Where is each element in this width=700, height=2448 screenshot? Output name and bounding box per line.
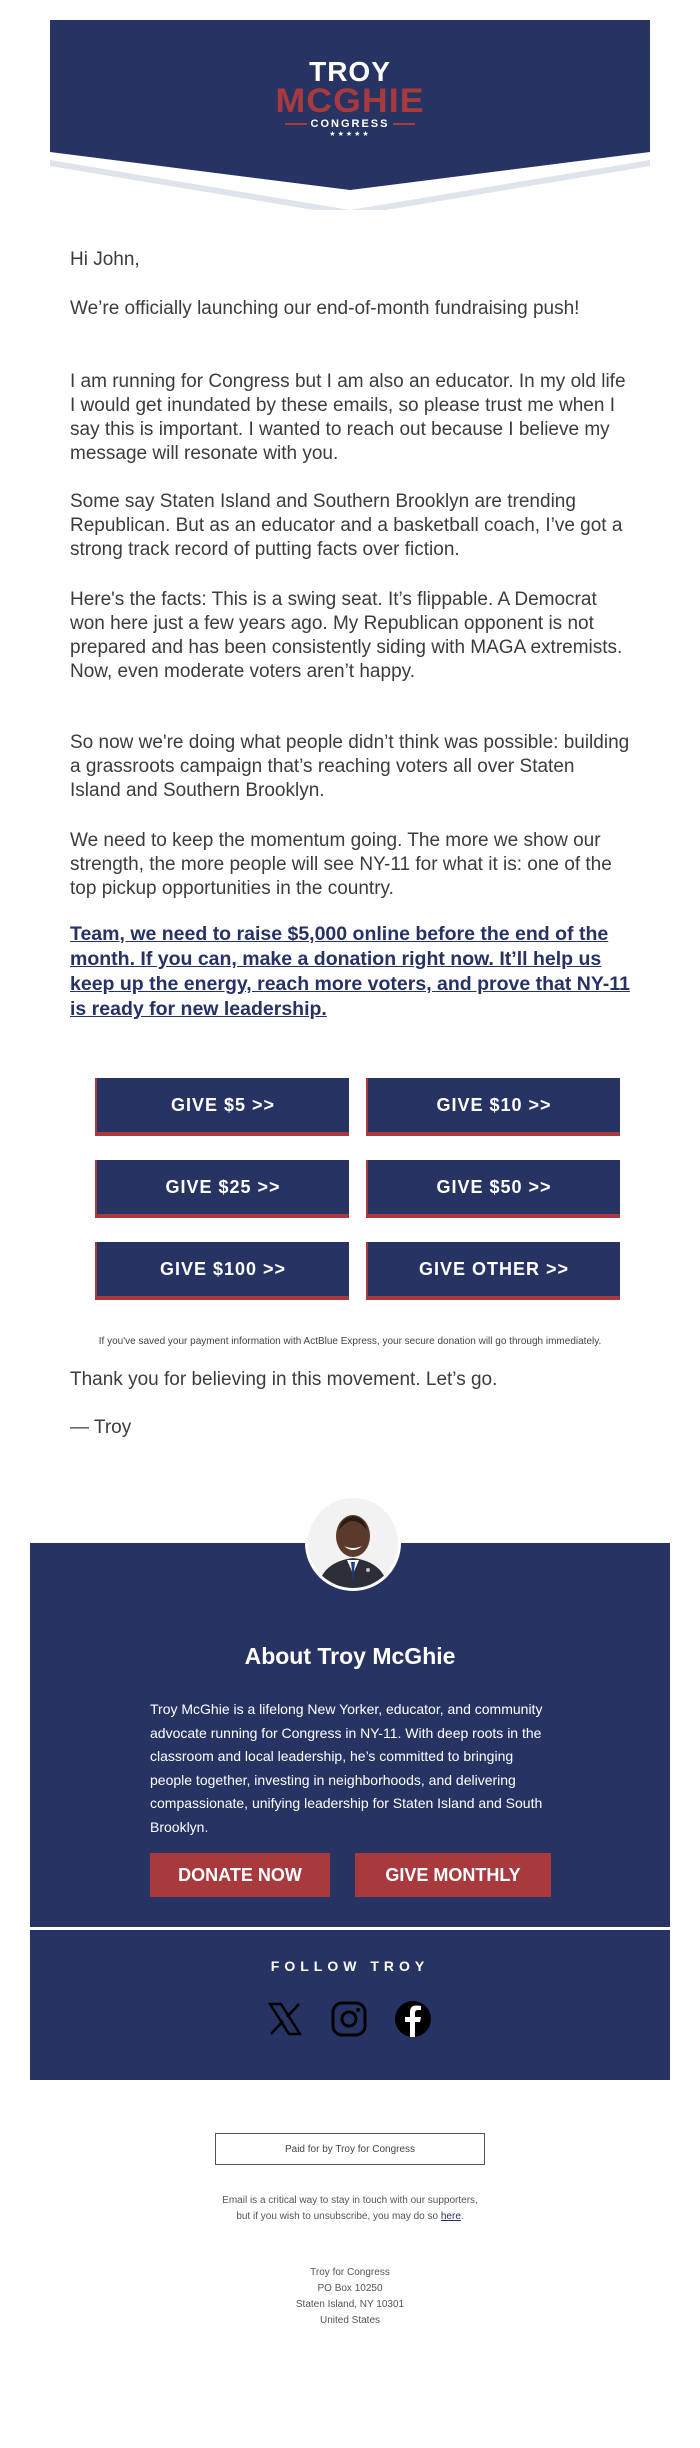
logo-divider [285, 123, 307, 125]
paragraph-1 [70, 297, 630, 321]
paragraph-2 [70, 370, 630, 466]
donation-appeal-link[interactable]: Team, we need to raise $5,000 online before the end of the month. If you can, make a donation right now. It’ll help us keep up the energy, reach more voters, and prove that NY-11 is ready for new leadership. [70, 923, 630, 1020]
paragraph-text: I am running for Congress but I am also an educator. In my old life I would get inundated by these emails, so please trust me when I say this is important. I wanted to reach out because I believe my message will resonate with you. [70, 371, 626, 464]
donation-appeal [70, 922, 630, 1022]
paragraph-6 [70, 829, 630, 901]
give-100-button[interactable]: GIVE $100 >> [95, 1242, 349, 1300]
actblue-express-note: If you've saved your payment information with ActBlue Express, your secure donation will go through immediately. [98, 1336, 602, 1347]
candidate-portrait [308, 1498, 398, 1588]
x-icon[interactable] [266, 2000, 304, 2038]
about-title: About Troy McGhie [244, 1643, 456, 1669]
paid-for-disclaimer: Paid for by Troy for Congress [215, 2133, 485, 2165]
follow-title: FOLLOW TROY [270, 1958, 430, 1974]
paragraph-3 [70, 490, 630, 562]
follow-section [30, 1930, 670, 2080]
campaign-logo [262, 50, 438, 142]
paragraph-text: Here's the facts: This is a swing seat. It’s flippable. A Democrat won here just a few years ago. My Republican opponent is not prepared and has been consistently siding with MAGA extremists. Now, even moderate voters aren’t happy. [70, 589, 623, 682]
email-header [50, 20, 650, 210]
mailing-address [220, 2265, 480, 2329]
unsubscribe-text: Email is a critical way to stay in touch with our supporters, but if you wish to unsubscribe, you may do so [222, 2195, 478, 2222]
paragraph-text: We’re officially launching our end-of-month fundraising push! [70, 298, 580, 319]
logo-first-name: TROY [309, 56, 391, 87]
address-line: Staten Island, NY 10301 [295, 2299, 405, 2310]
give-25-button[interactable]: GIVE $25 >> [95, 1160, 349, 1218]
give-other-button[interactable]: GIVE OTHER >> [366, 1242, 620, 1300]
closing-text: Thank you for believing in this movement. Let’s go. [70, 1369, 498, 1390]
paragraph-text: We need to keep the momentum going. The more we show our strength, the more people will see NY-11 for what it is: one of the top pickup opportunities in the country. [70, 830, 612, 899]
give-monthly-button[interactable]: GIVE MONTHLY [355, 1853, 551, 1897]
give-10-button[interactable]: GIVE $10 >> [366, 1078, 620, 1136]
about-text: Troy McGhie is a lifelong New Yorker, educator, and community advocate running for Congress in NY-11. With deep roots in the classroom and local leadership, he’s committed to bringing people together, investing in neighborhoods, and delivering compassionate, unifying leadership for Staten Island and South Brooklyn. [150, 1701, 543, 1835]
paragraph-text: Some say Staten Island and Southern Brooklyn are trending Republican. But as an educator and a basketball coach, I’ve got a strong track record of putting facts over fiction. [70, 491, 623, 560]
closing [70, 1368, 630, 1392]
greeting [70, 248, 630, 272]
donate-now-button[interactable]: DONATE NOW [150, 1853, 330, 1897]
logo-stars: ★★★★★ [329, 131, 371, 138]
paragraph-5 [70, 731, 630, 803]
give-50-button[interactable]: GIVE $50 >> [366, 1160, 620, 1218]
paragraph-text: So now we're doing what people didn’t think was possible: building a grassroots campaign that’s reaching voters all over Staten Island and Southern Brooklyn. [70, 732, 630, 801]
signature-text: — Troy [70, 1417, 132, 1438]
address-line: United States [319, 2315, 381, 2326]
signature [70, 1416, 630, 1440]
give-5-button[interactable]: GIVE $5 >> [95, 1078, 349, 1136]
avatar [305, 1495, 401, 1591]
greeting-text: Hi John, [70, 249, 140, 270]
facebook-icon[interactable] [394, 2000, 432, 2038]
address-line: Troy for Congress [310, 2267, 390, 2278]
unsubscribe-link[interactable]: here [440, 2211, 461, 2222]
about-section [30, 1543, 670, 1927]
address-line: PO Box 10250 [317, 2283, 383, 2294]
logo-office-text: CONGRESS [310, 118, 390, 130]
logo-last-name: MCGHIE [275, 82, 425, 120]
logo-divider [393, 123, 415, 125]
paragraph-4 [70, 588, 630, 684]
unsubscribe-notice: Email is a critical way to stay in touch with our supporters, but if you wish to unsubscribe, you may do so here. [222, 2195, 478, 2222]
instagram-icon[interactable] [330, 2000, 368, 2038]
